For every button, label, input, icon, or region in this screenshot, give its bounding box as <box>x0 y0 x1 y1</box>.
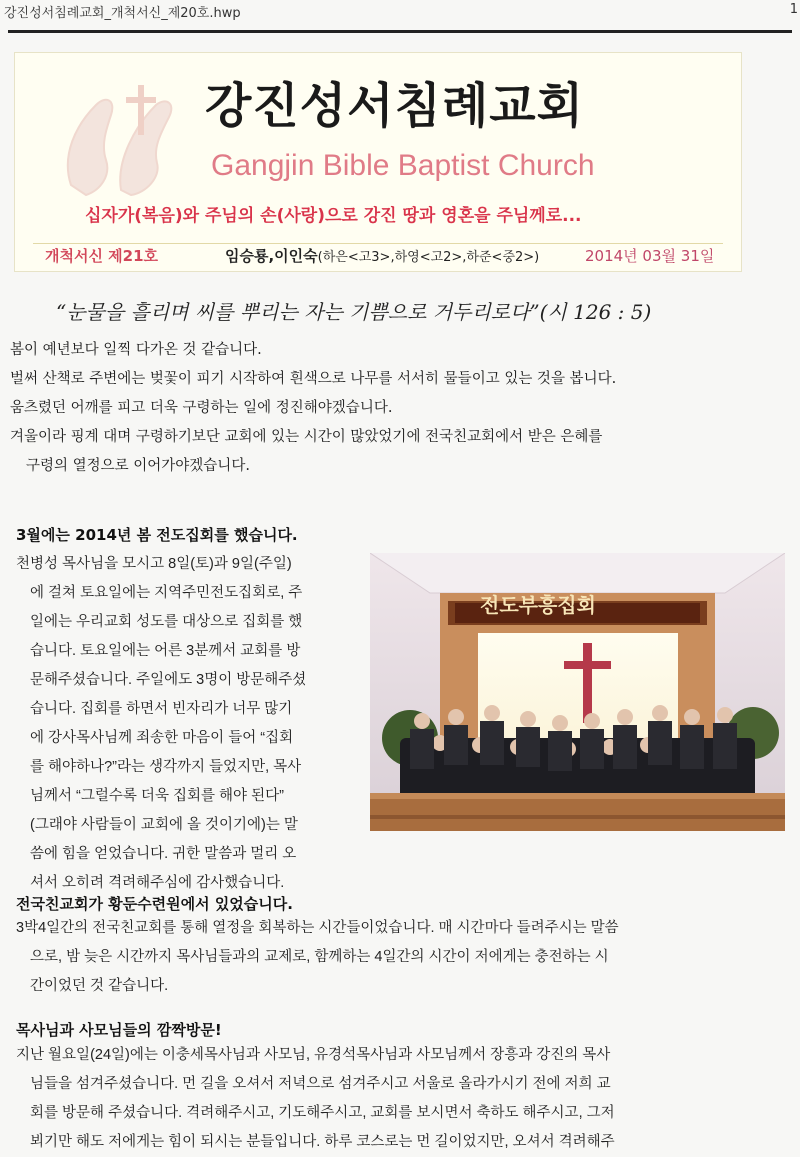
revival-meeting-photo <box>370 553 785 831</box>
body-line: 뵈기만 해도 저에게는 힘이 되시는 분들입니다. 하루 코스로는 먼 길이었지만, 오셔서 격려해주 <box>30 1134 615 1150</box>
section-title-revival: 3월에는 2014년 봄 전도집회를 했습니다. <box>16 526 298 544</box>
body-line: 3박4일간의 전국친교회를 통해 열정을 회복하는 시간들이었습니다. 매 시간마다 들려주시는 말씀 <box>16 920 619 936</box>
body-line: 지난 월요일(24일)에는 이충세목사님과 사모님, 유경석목사님과 사모님께서 장흥과 강진의 목사 <box>16 1047 611 1063</box>
section-title-visit: 목사님과 사모님들의 깜짝방문! <box>16 1021 222 1039</box>
body-line: 습니다. 집회를 하면서 빈자리가 너무 많기 <box>30 701 293 717</box>
intro-line: 겨울이라 핑계 대며 구령하기보단 교회에 있는 시간이 많았었기에 전국친교회에서 받은 은혜를 <box>10 429 603 445</box>
section-title-fellowship: 전국친교회가 황둔수련원에서 있었습니다. <box>16 895 293 913</box>
church-title: 강진성서침례교회 <box>205 78 584 134</box>
intro-line: 움츠렸던 어깨를 피고 더욱 구령하는 일에 정진해야겠습니다. <box>10 400 393 416</box>
section-body-fellowship <box>16 914 786 1001</box>
issue-number: 개척서신 제21호 <box>45 247 159 265</box>
section-body-revival <box>16 550 366 898</box>
masthead <box>14 52 742 272</box>
children-names: (하은<고3>,하영<고2>,하준<중2>) <box>317 250 540 265</box>
parents-names: 임승룡,이인숙 <box>225 247 318 265</box>
intro-line: 구령의 열정으로 이어가야겠습니다. <box>26 458 250 474</box>
church-slogan: 십자가(복음)와 주님의 손(사랑)으로 강진 땅과 영혼을 주님께로... <box>85 206 582 226</box>
praying-hands-icon <box>41 65 211 215</box>
body-line: 님께서 “그럴수록 더욱 집회를 해야 된다” <box>30 788 284 804</box>
body-line: 회를 방문해 주셨습니다. 격려해주시고, 기도해주시고, 교회를 보시면서 축하도 해주시고, 그저 <box>30 1105 615 1121</box>
body-line: 에 걸쳐 토요일에는 지역주민전도집회로, 주 <box>30 585 303 601</box>
body-line: 간이었던 것 같습니다. <box>30 978 169 994</box>
body-line: 님들을 섬겨주셨습니다. 먼 길을 오셔서 저녁으로 섬겨주시고 서울로 올라가시기 전에 저희 교 <box>30 1076 611 1092</box>
file-name: 강진성서침례교회_개척서신_제20호.hwp <box>4 6 241 21</box>
church-english-name: Gangjin Bible Baptist Church <box>211 149 595 182</box>
publish-date: 2014년 03월 31일 <box>585 247 715 265</box>
intro-line: 봄이 예년보다 일찍 다가온 것 같습니다. <box>10 342 262 358</box>
body-line: 으로, 밤 늦은 시간까지 목사님들과의 교제로, 함께하는 4일간의 시간이 저에게는 충전하는 시 <box>30 949 609 965</box>
scripture-verse: “눈물을 흘리며 씨를 뿌리는 자는 기쁨으로 거두리로다”(시 126 : 5) <box>56 300 652 324</box>
body-line: 문해주셨습니다. 주일에도 3명이 방문해주셨 <box>30 672 307 688</box>
body-line: 에 강사목사님께 죄송한 마음이 들어 “집회 <box>30 730 294 746</box>
body-line: 습니다. 토요일에는 어른 3분께서 교회를 방 <box>30 643 301 659</box>
body-line: 일에는 우리교회 성도를 대상으로 집회를 했 <box>30 614 303 630</box>
section-body-visit <box>16 1041 786 1157</box>
intro-line: 벌써 산책로 주변에는 벚꽃이 피기 시작하여 흰색으로 나무를 서서히 물들이고 있는 것을 봅니다. <box>10 371 617 387</box>
body-line: 천병성 목사님을 모시고 8일(토)과 9일(주일) <box>16 556 292 572</box>
body-line: 씀에 힘을 얻었습니다. 귀한 말씀과 멀리 오 <box>30 846 297 862</box>
intro-paragraph <box>10 336 790 481</box>
body-line: 셔서 오히려 격려해주심에 감사했습니다. <box>30 875 285 891</box>
body-line: (그래야 사람들이 교회에 올 것이기에)는 말 <box>30 817 298 833</box>
body-line: 를 해야하나?”라는 생각까지 들었지만, 목사 <box>30 759 302 775</box>
photo-banner-text: 전도부흥집회 <box>480 593 596 617</box>
family-names <box>225 245 539 266</box>
page-number: 1 <box>789 2 798 17</box>
